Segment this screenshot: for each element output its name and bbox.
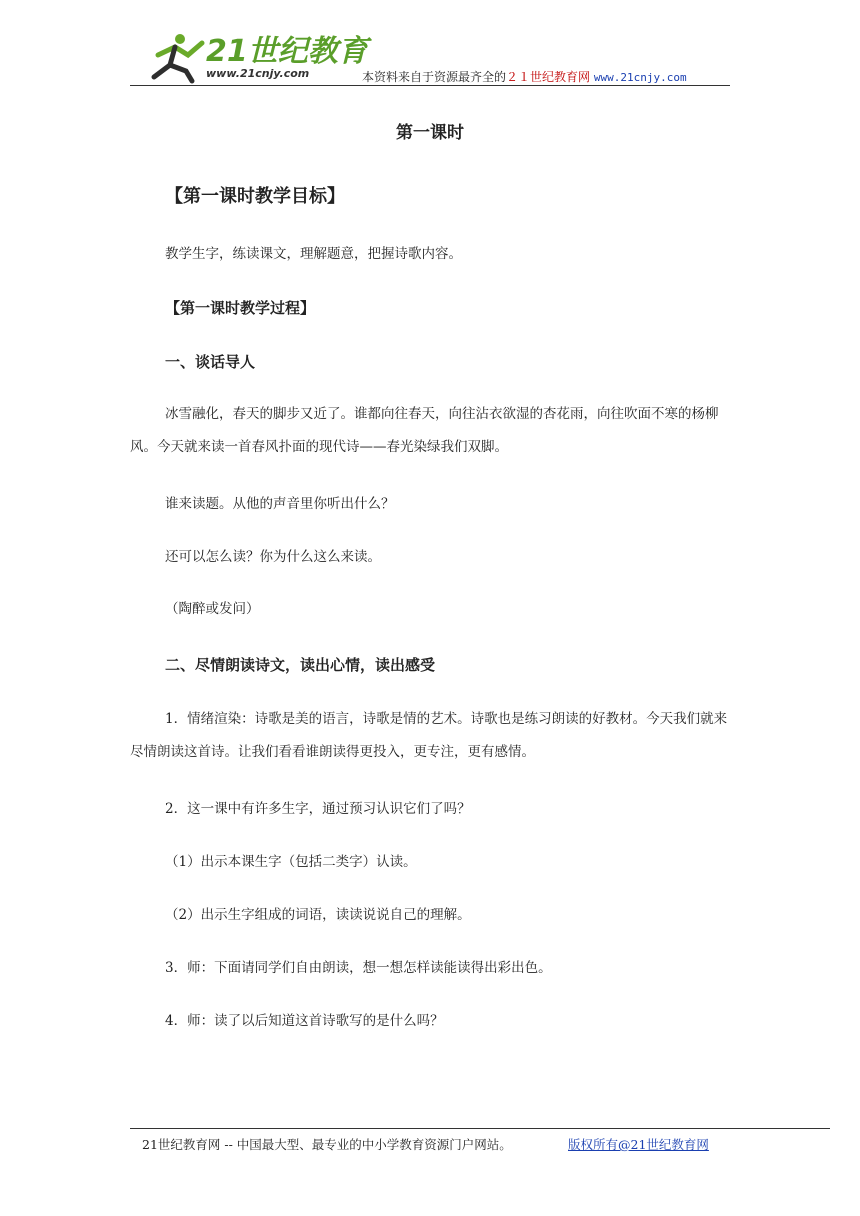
- footer-text: 21世纪教育网 -- 中国最大型、最专业的中小学教育资源门户网站。: [142, 1137, 512, 1152]
- question-1: 谁来读题。从他的声音里你听出什么？: [165, 496, 395, 512]
- header-source-line: [362, 68, 687, 85]
- source-prefix: 本资料来自于资源最齐全的: [362, 70, 507, 84]
- footer-copyright-link[interactable]: 版权所有@21世纪教育网: [568, 1137, 709, 1152]
- item-3: 3．师：下面请同学们自由朗读，想一想怎样读能读得出彩出色。: [165, 960, 552, 976]
- page-header: [130, 25, 730, 86]
- source-url-link[interactable]: www.21cnjy.com: [593, 71, 687, 84]
- part1-heading: 一、谈话导人: [165, 353, 256, 371]
- goal-heading: 【第一课时教学目标】: [165, 186, 345, 207]
- item-4: 4．师：读了以后知道这首诗歌写的是什么吗？: [165, 1013, 444, 1029]
- item-1: 1．情绪渲染：诗歌是美的语言，诗歌是情的艺术。诗歌也是练习朗读的好教材。今天我们就来尽情朗读这首诗。让我们看看谁朗读得更投入，更专注，更有感情。: [130, 711, 728, 760]
- process-heading: 【第一课时教学过程】: [165, 299, 316, 317]
- question-3: （陶醉或发问）: [165, 601, 260, 617]
- goal-text: 教学生字，练读课文，理解题意，把握诗歌内容。: [165, 246, 462, 262]
- item-2b: （2）出示生字组成的词语，读读说说自己的理解。: [165, 907, 471, 923]
- question-2: 还可以怎么读？你为什么这么来读。: [165, 549, 381, 565]
- logo-text: 21世纪教育: [206, 34, 368, 69]
- part1-paragraph: 冰雪融化，春天的脚步又近了。谁都向往春天，向往沾衣欲湿的杏花雨，向往吹面不寒的杨柳风。今天就来读一首春风扑面的现代诗——春光染绿我们双脚。: [130, 406, 719, 455]
- logo-url: www.21cnjy.com: [206, 67, 310, 80]
- page-footer: [130, 1128, 830, 1152]
- runner-icon: [154, 34, 202, 81]
- site-logo[interactable]: [140, 25, 368, 83]
- source-site-link[interactable]: ２１世纪教育网: [506, 70, 591, 84]
- page-title: 第一课时: [396, 123, 464, 143]
- part2-heading: 二、尽情朗读诗文，读出心情，读出感受: [165, 656, 436, 674]
- item-2: 2．这一课中有许多生字，通过预习认识它们了吗？: [165, 801, 471, 817]
- item-2a: （1）出示本课生字（包括二类字）认读。: [165, 854, 417, 870]
